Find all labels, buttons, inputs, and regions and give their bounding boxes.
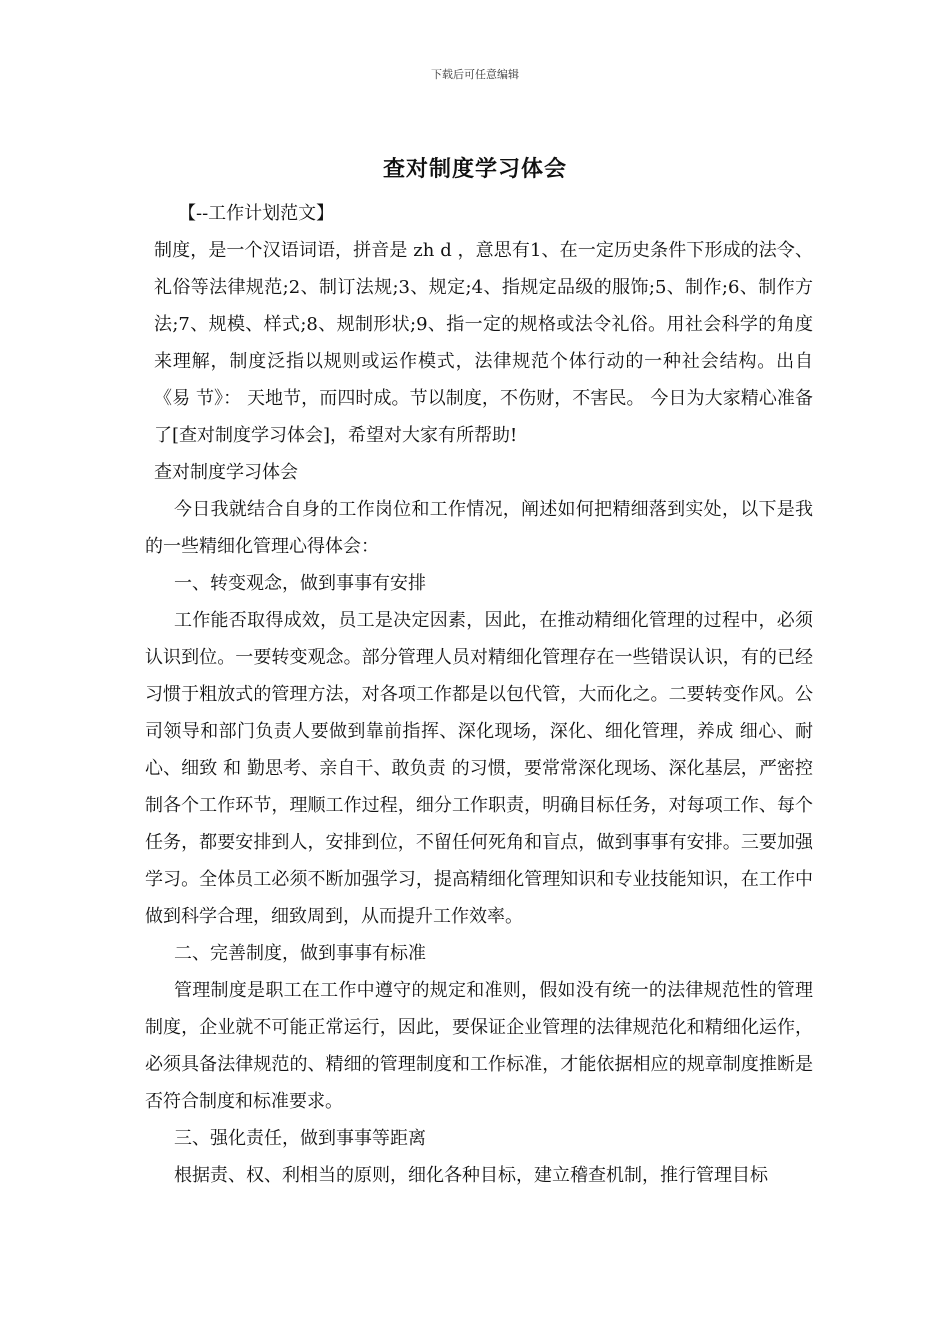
category-tag: 【--工作计划范文】 — [178, 203, 335, 224]
intro-paragraph: 制度，是一个汉语词语，拼音是 zh d ，意思有1、在一定历史条件下形成的法令、礼俗等法律规范;2、制订法规;3、规定;4、指规定品级的服饰;5、制作;6、制作方法;7、规模、样式;8、规制形状;9、指一定的规格或法令礼俗。用社会科学的角度来理解，制度泛指以规则或运作模式，法律规范个体行动的一种社会结构。出自 《易 节》： 天地节，而四时成。节以制度，不伤财，不害民。 今日为大家精心准备了[查对制度学习体会]，希望对大家有所帮助! — [154, 240, 813, 446]
section-heading-3: 三、强化责任，做到事事等距离 — [174, 1128, 426, 1149]
header-note: 下载后可任意编辑 — [431, 68, 519, 81]
section-paragraph-2: 管理制度是职工在工作中遵守的规定和准则，假如没有统一的法律规范性的管理制度，企业就不可能正常运行，因此，要保证企业管理的法律规范化和精细化运作，必须具备法律规范的、精细的管理制度和工作标准，才能依据相应的规章制度推断是否符合制度和标准要求。 — [145, 980, 813, 1112]
section-heading-2: 二、完善制度，做到事事有标准 — [174, 943, 426, 964]
section-paragraph-1: 工作能否取得成效，员工是决定因素，因此，在推动精细化管理的过程中，必须认识到位。一要转变观念。部分管理人员对精细化管理存在一些错误认识，有的已经习惯于粗放式的管理方法，对各项工作都是以包代管，大而化之。二要转变作风。公司领导和部门负责人要做到靠前指挥、深化现场，深化、细化管理，养成 细心、耐心、细致 和 勤思考、亲自干、敢负责 的习惯，要常常深化现场、深化基层，严密控制各个工作环节，理顺工作过程，细分工作职责，明确目标任务，对每项工作、每个任务，都要安排到人，安排到位，不留任何死角和盲点，做到事事有安排。三要加强学习。全体员工必须不断加强学习，提高精细化管理知识和专业技能知识，在工作中做到科学合理，细致周到，从而提升工作效率。 — [145, 610, 813, 927]
section-subtitle: 查对制度学习体会 — [154, 462, 298, 483]
opening-paragraph: 今日我就结合自身的工作岗位和工作情况，阐述如何把精细落到实处，以下是我的一些精细化管理心得体会： — [145, 499, 813, 557]
section-paragraph-3: 根据责、权、利相当的原则，细化各种目标，建立稽查机制，推行管理目标 — [174, 1165, 768, 1186]
section-heading-1: 一、转变观念，做到事事有安排 — [174, 573, 426, 594]
document-title: 查对制度学习体会 — [382, 156, 567, 182]
document-body — [145, 195, 813, 1194]
